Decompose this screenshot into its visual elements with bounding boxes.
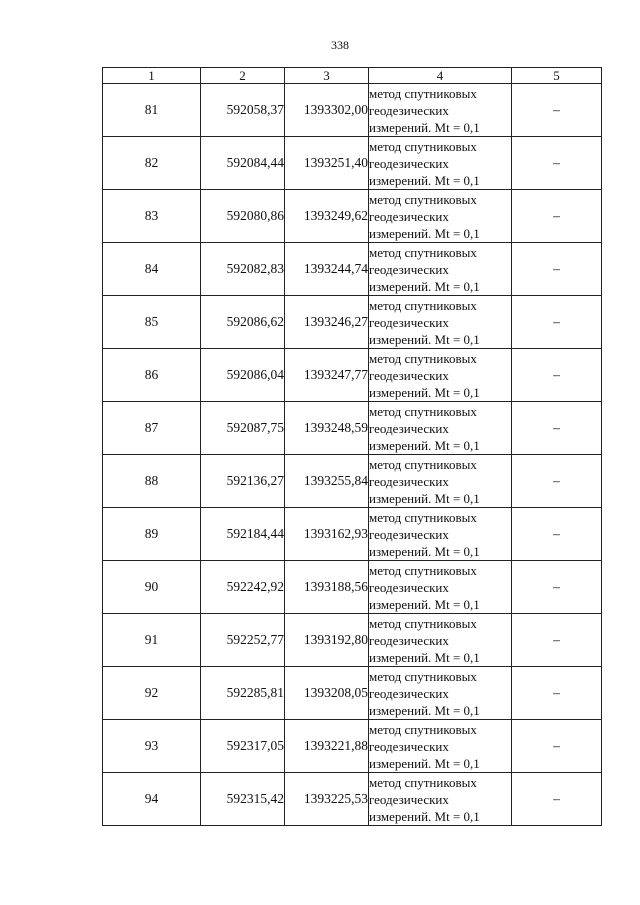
method-cell: метод спутниковых геодезических измерений. Mt = 0,1 xyxy=(369,614,512,667)
x-coordinate-cell: 592252,77 xyxy=(201,614,285,667)
x-coordinate-cell: 592058,37 xyxy=(201,84,285,137)
table-row xyxy=(103,508,602,561)
point-number-cell: 85 xyxy=(103,296,201,349)
y-coordinate-cell: 1393188,56 xyxy=(285,561,369,614)
method-cell: метод спутниковых геодезических измерений. Mt = 0,1 xyxy=(369,561,512,614)
x-coordinate-cell: 592184,44 xyxy=(201,508,285,561)
point-number-cell: 91 xyxy=(103,614,201,667)
table-row xyxy=(103,84,602,137)
point-number-cell: 81 xyxy=(103,84,201,137)
note-cell: – xyxy=(512,296,602,349)
table-header-row xyxy=(103,68,602,84)
point-number-cell: 93 xyxy=(103,720,201,773)
table-row xyxy=(103,561,602,614)
x-coordinate-cell: 592087,75 xyxy=(201,402,285,455)
note-cell: – xyxy=(512,190,602,243)
method-cell: метод спутниковых геодезических измерений. Mt = 0,1 xyxy=(369,296,512,349)
note-cell: – xyxy=(512,720,602,773)
column-header-2: 2 xyxy=(201,68,285,84)
page-number: 338 xyxy=(331,38,349,52)
table-row xyxy=(103,614,602,667)
y-coordinate-cell: 1393225,53 xyxy=(285,773,369,826)
method-cell: метод спутниковых геодезических измерений. Mt = 0,1 xyxy=(369,349,512,402)
y-coordinate-cell: 1393255,84 xyxy=(285,455,369,508)
note-cell: – xyxy=(512,561,602,614)
note-cell: – xyxy=(512,402,602,455)
y-coordinate-cell: 1393246,27 xyxy=(285,296,369,349)
point-number-cell: 89 xyxy=(103,508,201,561)
y-coordinate-cell: 1393247,77 xyxy=(285,349,369,402)
column-header-5: 5 xyxy=(512,68,602,84)
method-cell: метод спутниковых геодезических измерений. Mt = 0,1 xyxy=(369,243,512,296)
table-row xyxy=(103,243,602,296)
y-coordinate-cell: 1393249,62 xyxy=(285,190,369,243)
table-row xyxy=(103,349,602,402)
method-cell: метод спутниковых геодезических измерений. Mt = 0,1 xyxy=(369,773,512,826)
method-cell: метод спутниковых геодезических измерений. Mt = 0,1 xyxy=(369,455,512,508)
x-coordinate-cell: 592086,62 xyxy=(201,296,285,349)
column-header-4: 4 xyxy=(369,68,512,84)
table-row xyxy=(103,667,602,720)
table-row xyxy=(103,190,602,243)
point-number-cell: 83 xyxy=(103,190,201,243)
x-coordinate-cell: 592317,05 xyxy=(201,720,285,773)
note-cell: – xyxy=(512,243,602,296)
y-coordinate-cell: 1393221,88 xyxy=(285,720,369,773)
method-cell: метод спутниковых геодезических измерений. Mt = 0,1 xyxy=(369,190,512,243)
y-coordinate-cell: 1393162,93 xyxy=(285,508,369,561)
note-cell: – xyxy=(512,508,602,561)
x-coordinate-cell: 592242,92 xyxy=(201,561,285,614)
note-cell: – xyxy=(512,349,602,402)
table-row xyxy=(103,296,602,349)
note-cell: – xyxy=(512,614,602,667)
note-cell: – xyxy=(512,455,602,508)
column-header-3: 3 xyxy=(285,68,369,84)
x-coordinate-cell: 592136,27 xyxy=(201,455,285,508)
y-coordinate-cell: 1393244,74 xyxy=(285,243,369,296)
y-coordinate-cell: 1393208,05 xyxy=(285,667,369,720)
note-cell: – xyxy=(512,137,602,190)
method-cell: метод спутниковых геодезических измерений. Mt = 0,1 xyxy=(369,84,512,137)
point-number-cell: 88 xyxy=(103,455,201,508)
table-row xyxy=(103,455,602,508)
method-cell: метод спутниковых геодезических измерений. Mt = 0,1 xyxy=(369,720,512,773)
x-coordinate-cell: 592285,81 xyxy=(201,667,285,720)
point-number-cell: 94 xyxy=(103,773,201,826)
note-cell: – xyxy=(512,667,602,720)
coordinates-table xyxy=(102,67,602,826)
table-body xyxy=(103,84,602,826)
y-coordinate-cell: 1393192,80 xyxy=(285,614,369,667)
note-cell: – xyxy=(512,84,602,137)
x-coordinate-cell: 592080,86 xyxy=(201,190,285,243)
x-coordinate-cell: 592082,83 xyxy=(201,243,285,296)
table-row xyxy=(103,773,602,826)
y-coordinate-cell: 1393251,40 xyxy=(285,137,369,190)
note-cell: – xyxy=(512,773,602,826)
method-cell: метод спутниковых геодезических измерений. Mt = 0,1 xyxy=(369,137,512,190)
x-coordinate-cell: 592315,42 xyxy=(201,773,285,826)
x-coordinate-cell: 592086,04 xyxy=(201,349,285,402)
y-coordinate-cell: 1393248,59 xyxy=(285,402,369,455)
point-number-cell: 84 xyxy=(103,243,201,296)
table-row xyxy=(103,137,602,190)
y-coordinate-cell: 1393302,00 xyxy=(285,84,369,137)
method-cell: метод спутниковых геодезических измерений. Mt = 0,1 xyxy=(369,508,512,561)
x-coordinate-cell: 592084,44 xyxy=(201,137,285,190)
method-cell: метод спутниковых геодезических измерений. Mt = 0,1 xyxy=(369,402,512,455)
table-row xyxy=(103,402,602,455)
table-row xyxy=(103,720,602,773)
point-number-cell: 86 xyxy=(103,349,201,402)
point-number-cell: 87 xyxy=(103,402,201,455)
point-number-cell: 90 xyxy=(103,561,201,614)
column-header-1: 1 xyxy=(103,68,201,84)
point-number-cell: 82 xyxy=(103,137,201,190)
method-cell: метод спутниковых геодезических измерений. Mt = 0,1 xyxy=(369,667,512,720)
point-number-cell: 92 xyxy=(103,667,201,720)
